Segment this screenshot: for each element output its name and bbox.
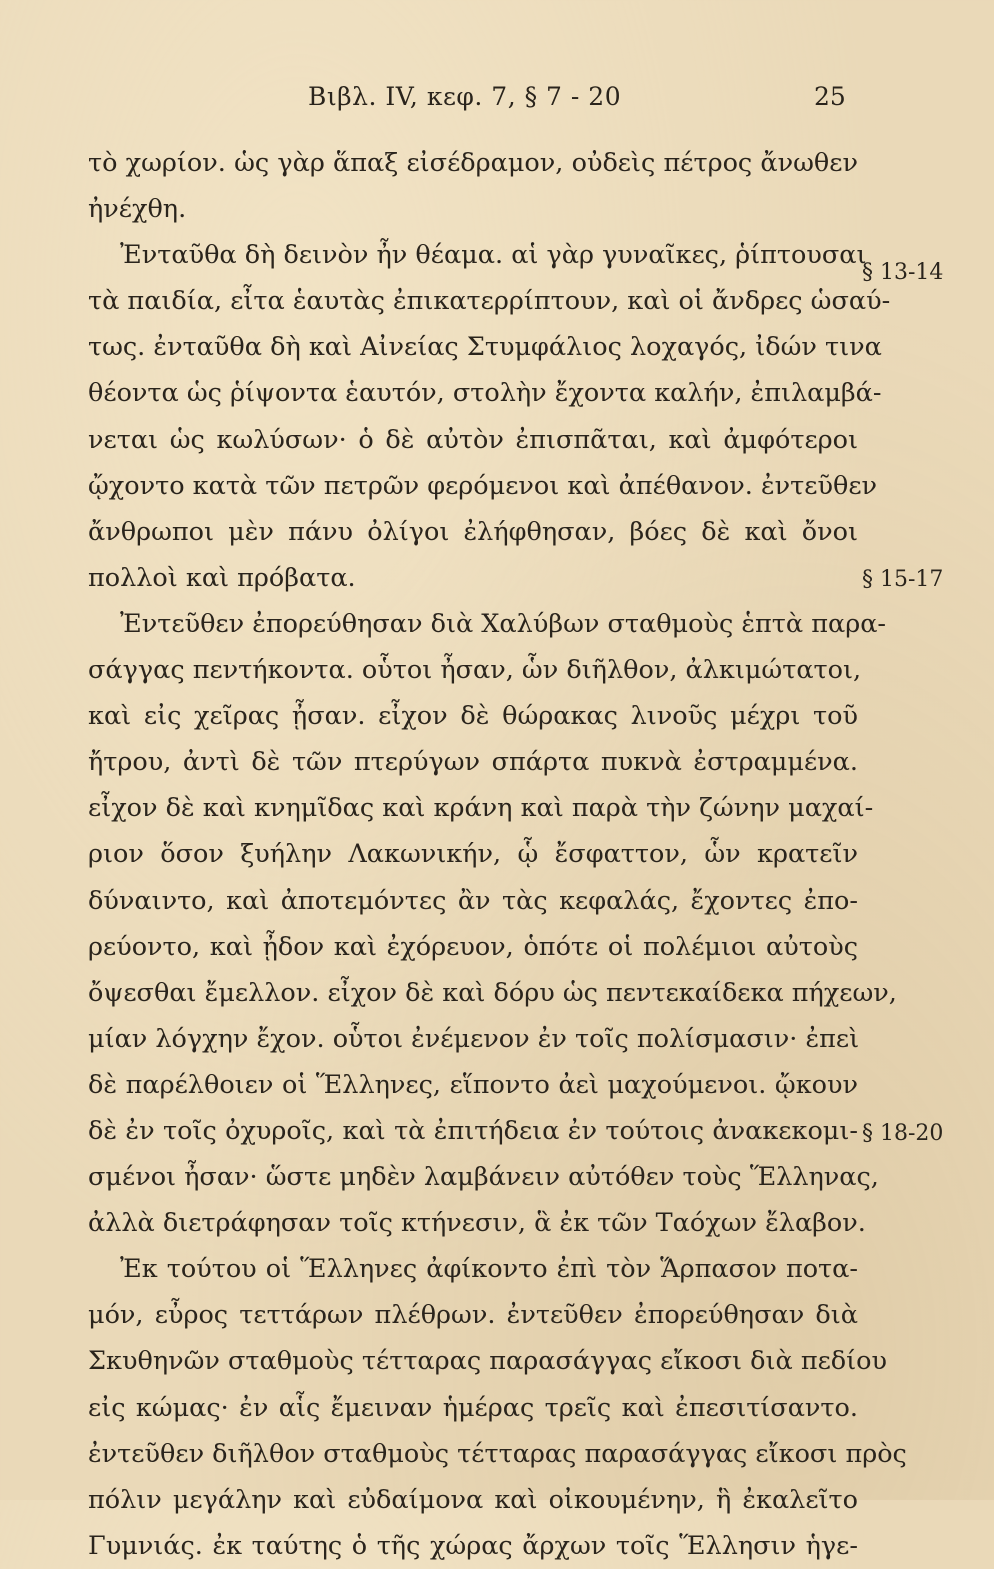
text-line: Ἐντεῦθεν ἐπορεύθησαν διὰ Χαλύβων σταθμοὺς ἑπτὰ παρα- <box>120 608 887 639</box>
text-line: θέοντα ὡς ῥίψοντα ἑαυτόν, στολὴν ἔχοντα καλήν, ἐπιλαμβά- <box>88 378 882 409</box>
text-line: ἐντεῦθεν διῆλθον σταθμοὺς τέτταρας παρασάγγας εἴκοσι πρὸς <box>88 1438 907 1469</box>
text-line: τὸ χωρίον. ὡς γὰρ ἅπαξ εἰσέδραμον, οὐδεὶς πέτρος ἄνωθεν <box>88 148 858 178</box>
text-line: δὲ παρέλθοιεν οἱ Ἕλληνες, εἵποντο ἀεὶ μαχούμενοι. ᾤκουν <box>88 1069 858 1100</box>
running-head: Βιβλ. IV, κεφ. 7, § 7 - 20 <box>308 82 622 111</box>
text-line: σάγγας πεντήκοντα. οὗτοι ἦσαν, ὧν διῆλθον, ἀλκιμώτατοι, <box>88 655 862 686</box>
text-line: δὲ ἐν τοῖς ὀχυροῖς, καὶ τὰ ἐπιτήδεια ἐν τούτοις ἀνακεκομι- <box>88 1115 858 1146</box>
text-line: ᾤχοντο κατὰ τῶν πετρῶν φερόμενοι καὶ ἀπέθανον. ἐντεῦθεν <box>88 470 878 501</box>
text-line: εἰς κώμας· ἐν αἷς ἔμειναν ἡμέρας τρεῖς καὶ ἐπεσιτίσαντο. <box>88 1392 858 1423</box>
text-line: πόλιν μεγάλην καὶ εὐδαίμονα καὶ οἰκουμένην, ἣ ἐκαλεῖτο <box>88 1484 858 1515</box>
text-line: ἠνέχθη. <box>88 194 187 225</box>
text-line: πολλοὶ καὶ πρόβατα. <box>88 562 356 593</box>
text-line: Ἐκ τούτου οἱ Ἕλληνες ἀφίκοντο ἐπὶ τὸν Ἅρπασον ποτα- <box>120 1254 858 1285</box>
text-line: Γυμνιάς. ἐκ ταύτης ὁ τῆς χώρας ἄρχων τοῖς Ἕλλησιν ἡγε- <box>88 1530 858 1561</box>
page-number: 25 <box>814 82 846 111</box>
text-line: δύναιντο, καὶ ἀποτεμόντες ἂν τὰς κεφαλάς, ἔχοντες ἐπο- <box>88 885 858 916</box>
text-line: μίαν λόγχην ἔχον. οὗτοι ἐνέμενον ἐν τοῖς πολίσμασιν· ἐπεὶ <box>88 1023 860 1054</box>
text-line: Ἐνταῦθα δὴ δεινὸν ἦν θέαμα. αἱ γὰρ γυναῖκες, ῥίπτουσαι <box>120 240 867 271</box>
text-line: μόν, εὖρος τεττάρων πλέθρων. ἐντεῦθεν ἐπορεύθησαν διὰ <box>88 1300 858 1331</box>
text-line: ἤτρου, ἀντὶ δὲ τῶν πτερύγων σπάρτα πυκνὰ ἐστραμμένα. <box>88 747 858 778</box>
text-line: εἶχον δὲ καὶ κνημῖδας καὶ κράνη καὶ παρὰ τὴν ζώνην μαχαί- <box>88 793 874 824</box>
margin-section-note: § 15-17 <box>862 567 944 592</box>
text-line: ριον ὅσον ξυήλην Λακωνικήν, ᾧ ἔσφαττον, ὧν κρατεῖν <box>88 839 858 870</box>
text-line: τως. ἐνταῦθα δὴ καὶ Αἰνείας Στυμφάλιος λοχαγός, ἰδών τινα <box>88 332 882 363</box>
text-line: τὰ παιδία, εἶτα ἑαυτὰς ἐπικατερρίπτουν, καὶ οἱ ἄνδρες ὡσαύ- <box>88 286 891 317</box>
margin-section-note: § 18-20 <box>862 1121 944 1146</box>
text-line: σμένοι ἦσαν· ὥστε μηδὲν λαμβάνειν αὐτόθεν τοὺς Ἕλληνας, <box>88 1162 879 1193</box>
text-line: ρεύοντο, καὶ ᾖδον καὶ ἐχόρευον, ὁπότε οἱ πολέμιοι αὐτοὺς <box>88 931 858 962</box>
text-line: νεται ὡς κωλύσων· ὁ δὲ αὐτὸν ἐπισπᾶται, καὶ ἀμφότεροι <box>88 424 858 455</box>
text-line: Σκυθηνῶν σταθμοὺς τέτταρας παρασάγγας εἴκοσι διὰ πεδίου <box>88 1346 888 1377</box>
margin-section-note: § 13-14 <box>862 260 944 285</box>
text-line: ὄψεσθαι ἔμελλον. εἶχον δὲ καὶ δόρυ ὡς πεντεκαίδεκα πήχεων, <box>88 977 897 1008</box>
text-line: καὶ εἰς χεῖρας ᾖσαν. εἶχον δὲ θώρακας λινοῦς μέχρι τοῦ <box>88 701 858 732</box>
text-line: ἄνθρωποι μὲν πάνυ ὀλίγοι ἐλήφθησαν, βόες δὲ καὶ ὄνοι <box>88 516 858 547</box>
text-line: ἀλλὰ διετράφησαν τοῖς κτήνεσιν, ἃ ἐκ τῶν Ταόχων ἔλαβον. <box>88 1208 866 1239</box>
